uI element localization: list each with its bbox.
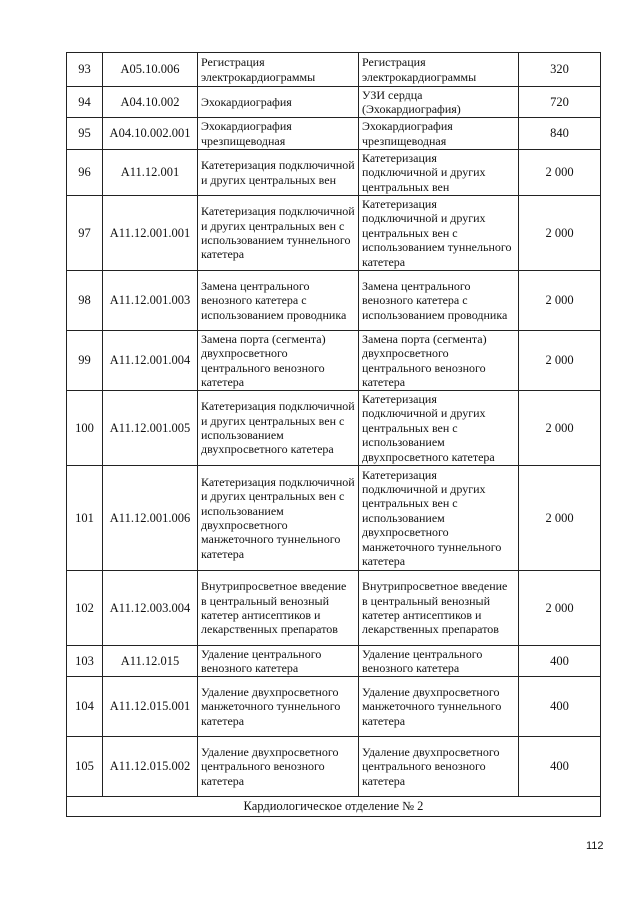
row-number: 94	[67, 87, 103, 118]
row-number: 95	[67, 118, 103, 150]
table-row	[67, 118, 601, 150]
service-price: 400	[519, 737, 601, 797]
service-name: Катетеризация подключичной и других центральных вен с использованием двухпросветного катетера	[359, 391, 519, 466]
service-code: A04.10.002	[103, 87, 198, 118]
nomenclature-name: Замена центрального венозного катетера с использованием проводника	[198, 271, 359, 331]
service-name: Катетеризация подключичной и других центральных вен с использованием двухпросветного манжеточного туннельного катетера	[359, 466, 519, 571]
service-name: Удаление центрального венозного катетера	[359, 646, 519, 677]
section-title: Кардиологическое отделение № 2	[67, 797, 601, 817]
service-name: Эхокардиография чрезпищеводная	[359, 118, 519, 150]
service-code: A11.12.001.004	[103, 331, 198, 391]
table-row	[67, 331, 601, 391]
service-price: 400	[519, 677, 601, 737]
service-price: 840	[519, 118, 601, 150]
service-price: 2 000	[519, 150, 601, 196]
service-price: 2 000	[519, 466, 601, 571]
nomenclature-name: Удаление центрального венозного катетера	[198, 646, 359, 677]
row-number: 97	[67, 196, 103, 271]
table-row	[67, 466, 601, 571]
service-name: Замена центрального венозного катетера с использованием проводника	[359, 271, 519, 331]
service-price: 2 000	[519, 331, 601, 391]
table-row	[67, 737, 601, 797]
row-number: 101	[67, 466, 103, 571]
service-code: A11.12.001	[103, 150, 198, 196]
nomenclature-name: Катетеризация подключичной и других центральных вен с использованием туннельного катетера	[198, 196, 359, 271]
row-number: 96	[67, 150, 103, 196]
row-number: 100	[67, 391, 103, 466]
nomenclature-name: Катетеризация подключичной и других центральных вен	[198, 150, 359, 196]
table-row	[67, 53, 601, 87]
row-number: 93	[67, 53, 103, 87]
nomenclature-name: Катетеризация подключичной и других центральных вен с использованием двухпросветного манжеточного туннельного катетера	[198, 466, 359, 571]
nomenclature-name: Удаление двухпросветного манжеточного туннельного катетера	[198, 677, 359, 737]
service-name: УЗИ сердца (Эхокардиография)	[359, 87, 519, 118]
table-row	[67, 87, 601, 118]
nomenclature-name: Эхокардиография чрезпищеводная	[198, 118, 359, 150]
service-name: Удаление двухпросветного манжеточного туннельного катетера	[359, 677, 519, 737]
row-number: 102	[67, 571, 103, 646]
nomenclature-name: Удаление двухпросветного центрального венозного катетера	[198, 737, 359, 797]
service-code: A11.12.001.001	[103, 196, 198, 271]
row-number: 98	[67, 271, 103, 331]
service-code: A11.12.001.006	[103, 466, 198, 571]
service-code: A04.10.002.001	[103, 118, 198, 150]
service-code: A11.12.015	[103, 646, 198, 677]
price-list-body	[67, 53, 601, 817]
service-name: Катетеризация подключичной и других центральных вен с использованием туннельного катетера	[359, 196, 519, 271]
service-price: 2 000	[519, 571, 601, 646]
nomenclature-name: Регистрация электрокардиограммы	[198, 53, 359, 87]
row-number: 103	[67, 646, 103, 677]
page-number: 112	[586, 840, 604, 852]
service-price: 320	[519, 53, 601, 87]
service-price: 720	[519, 87, 601, 118]
nomenclature-name: Эхокардиография	[198, 87, 359, 118]
table-row	[67, 646, 601, 677]
service-name: Замена порта (сегмента) двухпросветного центрального венозного катетера	[359, 331, 519, 391]
table-row	[67, 571, 601, 646]
table-row	[67, 196, 601, 271]
service-name: Регистрация электрокардиограммы	[359, 53, 519, 87]
service-price: 400	[519, 646, 601, 677]
table-row	[67, 391, 601, 466]
service-name: Внутрипросветное введение в центральный венозный катетер антисептиков и лекарственных препаратов	[359, 571, 519, 646]
row-number: 105	[67, 737, 103, 797]
price-list-table	[66, 52, 601, 817]
service-code: A11.12.001.003	[103, 271, 198, 331]
service-price: 2 000	[519, 391, 601, 466]
service-name: Катетеризация подключичной и других центральных вен	[359, 150, 519, 196]
table-row	[67, 150, 601, 196]
service-code: A05.10.006	[103, 53, 198, 87]
table-row	[67, 677, 601, 737]
row-number: 99	[67, 331, 103, 391]
section-row	[67, 797, 601, 817]
nomenclature-name: Катетеризация подключичной и других центральных вен с использованием двухпросветного катетера	[198, 391, 359, 466]
row-number: 104	[67, 677, 103, 737]
service-price: 2 000	[519, 196, 601, 271]
nomenclature-name: Замена порта (сегмента) двухпросветного центрального венозного катетера	[198, 331, 359, 391]
nomenclature-name: Внутрипросветное введение в центральный венозный катетер антисептиков и лекарственных препаратов	[198, 571, 359, 646]
service-price: 2 000	[519, 271, 601, 331]
service-name: Удаление двухпросветного центрального венозного катетера	[359, 737, 519, 797]
service-code: A11.12.015.002	[103, 737, 198, 797]
table-row	[67, 271, 601, 331]
service-code: A11.12.015.001	[103, 677, 198, 737]
service-code: A11.12.001.005	[103, 391, 198, 466]
service-code: A11.12.003.004	[103, 571, 198, 646]
